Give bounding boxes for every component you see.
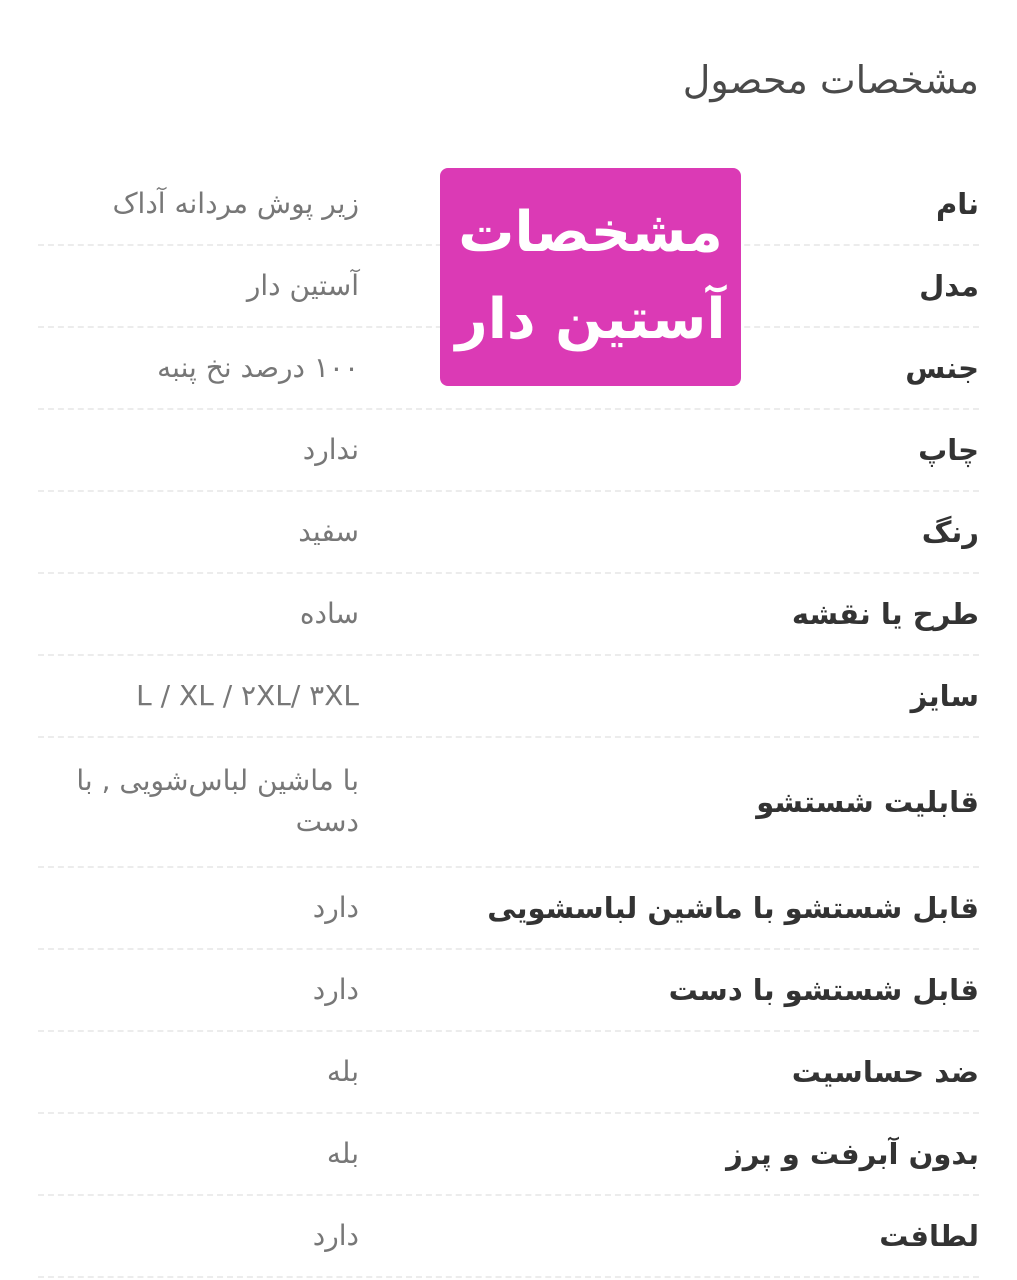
spec-row-color — [38, 492, 979, 574]
spec-row-pattern — [38, 574, 979, 656]
spec-label: ضد حساسیت — [791, 1055, 979, 1089]
spec-row-machine-wash — [38, 868, 979, 950]
spec-value: دارد — [312, 890, 359, 924]
spec-row-size — [38, 656, 979, 738]
spec-label: رنگ — [921, 515, 979, 549]
spec-row-hand-wash — [38, 950, 979, 1032]
spec-row-print — [38, 410, 979, 492]
spec-label: بدون آبرفت و پرز — [726, 1137, 979, 1171]
spec-value: زیر پوش مردانه آداک — [112, 186, 359, 220]
spec-label: سایز — [910, 679, 979, 713]
spec-label: لطافت — [879, 1219, 979, 1253]
spec-value: ساده — [299, 596, 359, 630]
spec-value: سفید — [298, 514, 359, 548]
spec-row-washability — [38, 738, 979, 868]
spec-value: دارد — [312, 972, 359, 1006]
promo-badge — [440, 168, 741, 386]
spec-label: قابل شستشو با دست — [668, 973, 979, 1007]
promo-badge-line2: آستین دار — [455, 287, 726, 352]
spec-label: چاپ — [918, 433, 979, 467]
promo-badge-line1: مشخصات — [458, 200, 723, 266]
spec-row-anti-allergy — [38, 1032, 979, 1114]
spec-label: جنس — [905, 351, 979, 385]
spec-value: ندارد — [302, 432, 359, 466]
spec-row-softness — [38, 1196, 979, 1278]
spec-value: آستین دار — [246, 268, 359, 302]
spec-value: ۱۰۰ درصد نخ پنبه — [157, 350, 359, 384]
spec-row-no-shrink — [38, 1114, 979, 1196]
spec-label: طرح یا نقشه — [791, 597, 979, 631]
spec-value: بله — [326, 1054, 359, 1088]
spec-value: بله — [326, 1136, 359, 1170]
spec-label: قابلیت شستشو — [756, 785, 979, 819]
spec-value: L / XL / ۲XL/ ۳XL — [136, 678, 359, 712]
spec-value: با ماشین لباس‌شویی , با دست — [76, 764, 359, 838]
spec-label: قابل شستشو با ماشین لباسشویی — [487, 891, 979, 925]
spec-label: مدل — [919, 269, 979, 303]
spec-label: نام — [935, 187, 979, 221]
section-title: مشخصات محصول — [682, 58, 979, 102]
spec-value: دارد — [312, 1218, 359, 1252]
